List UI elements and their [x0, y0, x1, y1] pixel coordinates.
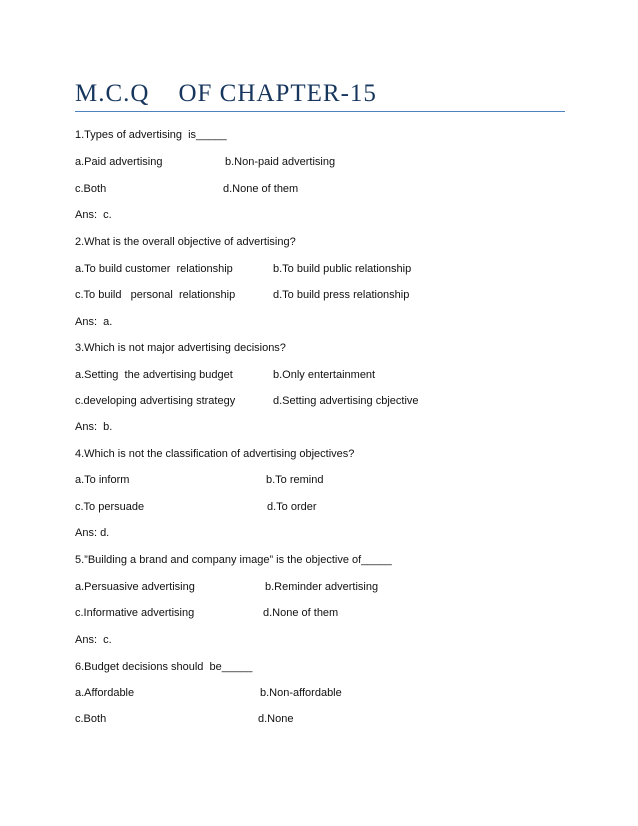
- q3-option-a: a.Setting the advertising budget: [75, 369, 233, 381]
- q2-option-a: a.To build customer relationship: [75, 263, 233, 275]
- question-6: 6.Budget decisions should be_____: [75, 661, 253, 673]
- q4-answer: Ans: d.: [75, 527, 110, 539]
- q4-option-a: a.To inform: [75, 474, 130, 486]
- q5-option-b: b.Reminder advertising: [265, 581, 379, 593]
- q1-option-d: d.None of them: [223, 183, 299, 195]
- q5-option-c: c.Informative advertising: [75, 607, 195, 619]
- question-4: 4.Which is not the classification of advertising objectives?: [75, 448, 355, 460]
- q5-option-d: d.None of them: [263, 607, 339, 619]
- q5-option-a: a.Persuasive advertising: [75, 581, 195, 593]
- q6-option-b: b.Non-affordable: [260, 687, 342, 699]
- q2-option-c: c.To build personal relationship: [75, 289, 236, 301]
- q3-option-c: c.developing advertising strategy: [75, 395, 236, 407]
- q1-answer: Ans: c.: [75, 209, 112, 221]
- q3-option-d: d.Setting advertising cbjective: [273, 395, 419, 407]
- q6-option-c: c.Both: [75, 713, 107, 725]
- q5-answer: Ans: c.: [75, 634, 112, 646]
- question-3: 3.Which is not major advertising decisions?: [75, 342, 286, 354]
- q2-answer: Ans: a.: [75, 316, 113, 328]
- q6-option-d: d.None: [258, 713, 294, 725]
- q2-option-b: b.To build public relationship: [273, 263, 412, 275]
- q4-option-c: c.To persuade: [75, 501, 145, 513]
- q4-option-b: b.To remind: [266, 474, 324, 486]
- q1-option-a: a.Paid advertising: [75, 156, 163, 168]
- q3-option-b: b.Only entertainment: [273, 369, 376, 381]
- question-1: 1.Types of advertising is_____: [75, 129, 227, 141]
- question-2: 2.What is the overall objective of advertising?: [75, 236, 296, 248]
- q2-option-d: d.To build press relationship: [273, 289, 410, 301]
- page-title: M.C.Q OF CHAPTER-15: [75, 80, 377, 107]
- q3-answer: Ans: b.: [75, 421, 113, 433]
- title-underline: [75, 111, 565, 112]
- q6-option-a: a.Affordable: [75, 687, 135, 699]
- q4-option-d: d.To order: [267, 501, 317, 513]
- question-5: 5.”Building a brand and company image” is the objective of_____: [75, 554, 392, 566]
- q1-option-c: c.Both: [75, 183, 107, 195]
- q1-option-b: b.Non-paid advertising: [225, 156, 336, 168]
